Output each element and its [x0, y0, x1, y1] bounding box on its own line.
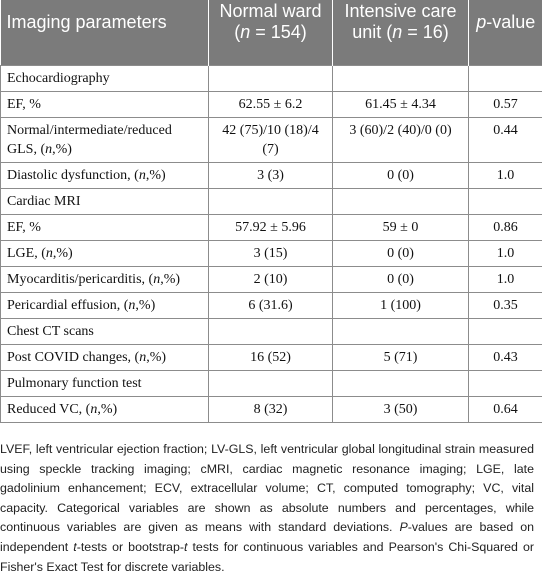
normal-ward-value: 16 (52)	[209, 345, 333, 371]
p-value: 1.0	[469, 241, 542, 267]
table-row	[1, 371, 542, 397]
header-p-letter: p	[476, 12, 486, 32]
icu-value: 3 (50)	[333, 397, 469, 423]
table-row	[1, 319, 542, 345]
icu-value	[333, 371, 469, 397]
normal-ward-value	[209, 371, 333, 397]
row-label: EF, %	[1, 215, 209, 241]
header-normal-ward-prefix: (	[234, 22, 240, 42]
italic-n: n	[46, 246, 53, 261]
normal-ward-value	[209, 66, 333, 92]
p-value: 0.64	[469, 397, 542, 423]
icu-value: 0 (0)	[333, 267, 469, 293]
row-label: Echocardiography	[1, 66, 209, 92]
header-icu-line1: Intensive care	[344, 1, 456, 21]
normal-ward-value	[209, 189, 333, 215]
p-value	[469, 371, 542, 397]
normal-ward-value: 42 (75)/10 (18)/4 (7)	[209, 118, 333, 163]
normal-ward-value: 57.92 ± 5.96	[209, 215, 333, 241]
table-body	[1, 66, 542, 423]
row-label: LGE, (n,%)	[1, 241, 209, 267]
italic-n: n	[128, 298, 135, 313]
header-p-rest: -value	[486, 12, 535, 32]
header-normal-ward	[209, 0, 333, 66]
normal-ward-value: 62.55 ± 6.2	[209, 92, 333, 118]
table-row	[1, 92, 542, 118]
icu-value	[333, 189, 469, 215]
row-label: Myocarditis/pericarditis, (n,%)	[1, 267, 209, 293]
table-footnote: LVEF, left ventricular ejection fraction; LV-GLS, left ventricular global longitudinal strain measured using speckle tracking imaging; cMRI, cardiac magnetic resonance imaging; LGE, late gadolinium enhancement; ECV, extracellular volume; CT, computed tomography; VC, vital capacity. Categorical variables are shown as absolute numbers and percentages, while continuous variables are given as means with standard deviations. P-values are based on independent t-tests or bootstrap-t tests for continuous variables and Pearson's Chi-Squared or Fisher's Exact Test for discrete variables.	[0, 440, 534, 577]
table-header-row	[1, 0, 542, 66]
p-value: 0.43	[469, 345, 542, 371]
header-normal-ward-count: = 154)	[250, 22, 307, 42]
normal-ward-value	[209, 319, 333, 345]
row-label: Diastolic dysfunction, (n,%)	[1, 163, 209, 189]
p-value: 0.86	[469, 215, 542, 241]
icu-value: 0 (0)	[333, 163, 469, 189]
italic-n: n	[45, 142, 52, 157]
icu-value: 59 ± 0	[333, 215, 469, 241]
icu-value: 3 (60)/2 (40)/0 (0)	[333, 118, 469, 163]
normal-ward-value: 6 (31.6)	[209, 293, 333, 319]
italic-t: t	[73, 540, 76, 554]
normal-ward-value: 3 (15)	[209, 241, 333, 267]
p-value: 1.0	[469, 267, 542, 293]
header-p-value	[469, 0, 542, 66]
table-row	[1, 163, 542, 189]
row-label: Reduced VC, (n,%)	[1, 397, 209, 423]
header-icu	[333, 0, 469, 66]
row-label: Cardiac MRI	[1, 189, 209, 215]
row-label: Pericardial effusion, (n,%)	[1, 293, 209, 319]
icu-value: 1 (100)	[333, 293, 469, 319]
table-row	[1, 345, 542, 371]
normal-ward-value: 3 (3)	[209, 163, 333, 189]
icu-value: 61.45 ± 4.34	[333, 92, 469, 118]
normal-ward-value: 8 (32)	[209, 397, 333, 423]
icu-value: 0 (0)	[333, 241, 469, 267]
row-label: Chest CT scans	[1, 319, 209, 345]
header-imaging-parameters: Imaging parameters	[1, 0, 209, 66]
table-row	[1, 215, 542, 241]
italic-n: n	[153, 272, 160, 287]
icu-value	[333, 319, 469, 345]
table-row	[1, 189, 542, 215]
icu-value	[333, 66, 469, 92]
p-value	[469, 319, 542, 345]
italic-n: n	[139, 350, 146, 365]
italic-n: n	[139, 168, 146, 183]
header-normal-ward-line1: Normal ward	[219, 1, 321, 21]
header-icu-prefix: unit (	[352, 22, 392, 42]
table-row	[1, 118, 542, 163]
icu-value: 5 (71)	[333, 345, 469, 371]
row-label: Normal/intermediate/reduced GLS, (n,%)	[1, 118, 209, 163]
header-icu-count: = 16)	[402, 22, 449, 42]
row-label: EF, %	[1, 92, 209, 118]
header-normal-ward-n: n	[240, 22, 250, 42]
table-row	[1, 66, 542, 92]
p-value: 0.57	[469, 92, 542, 118]
table-row	[1, 293, 542, 319]
p-value	[469, 66, 542, 92]
table-row	[1, 397, 542, 423]
normal-ward-value: 2 (10)	[209, 267, 333, 293]
p-value: 0.44	[469, 118, 542, 163]
italic-n: n	[90, 402, 97, 417]
header-icu-n: n	[392, 22, 402, 42]
italic-p: P	[399, 520, 407, 534]
italic-t: t	[184, 540, 187, 554]
row-label: Pulmonary function test	[1, 371, 209, 397]
table-row	[1, 241, 542, 267]
table-row	[1, 267, 542, 293]
row-label: Post COVID changes, (n,%)	[1, 345, 209, 371]
p-value: 0.35	[469, 293, 542, 319]
p-value: 1.0	[469, 163, 542, 189]
p-value	[469, 189, 542, 215]
